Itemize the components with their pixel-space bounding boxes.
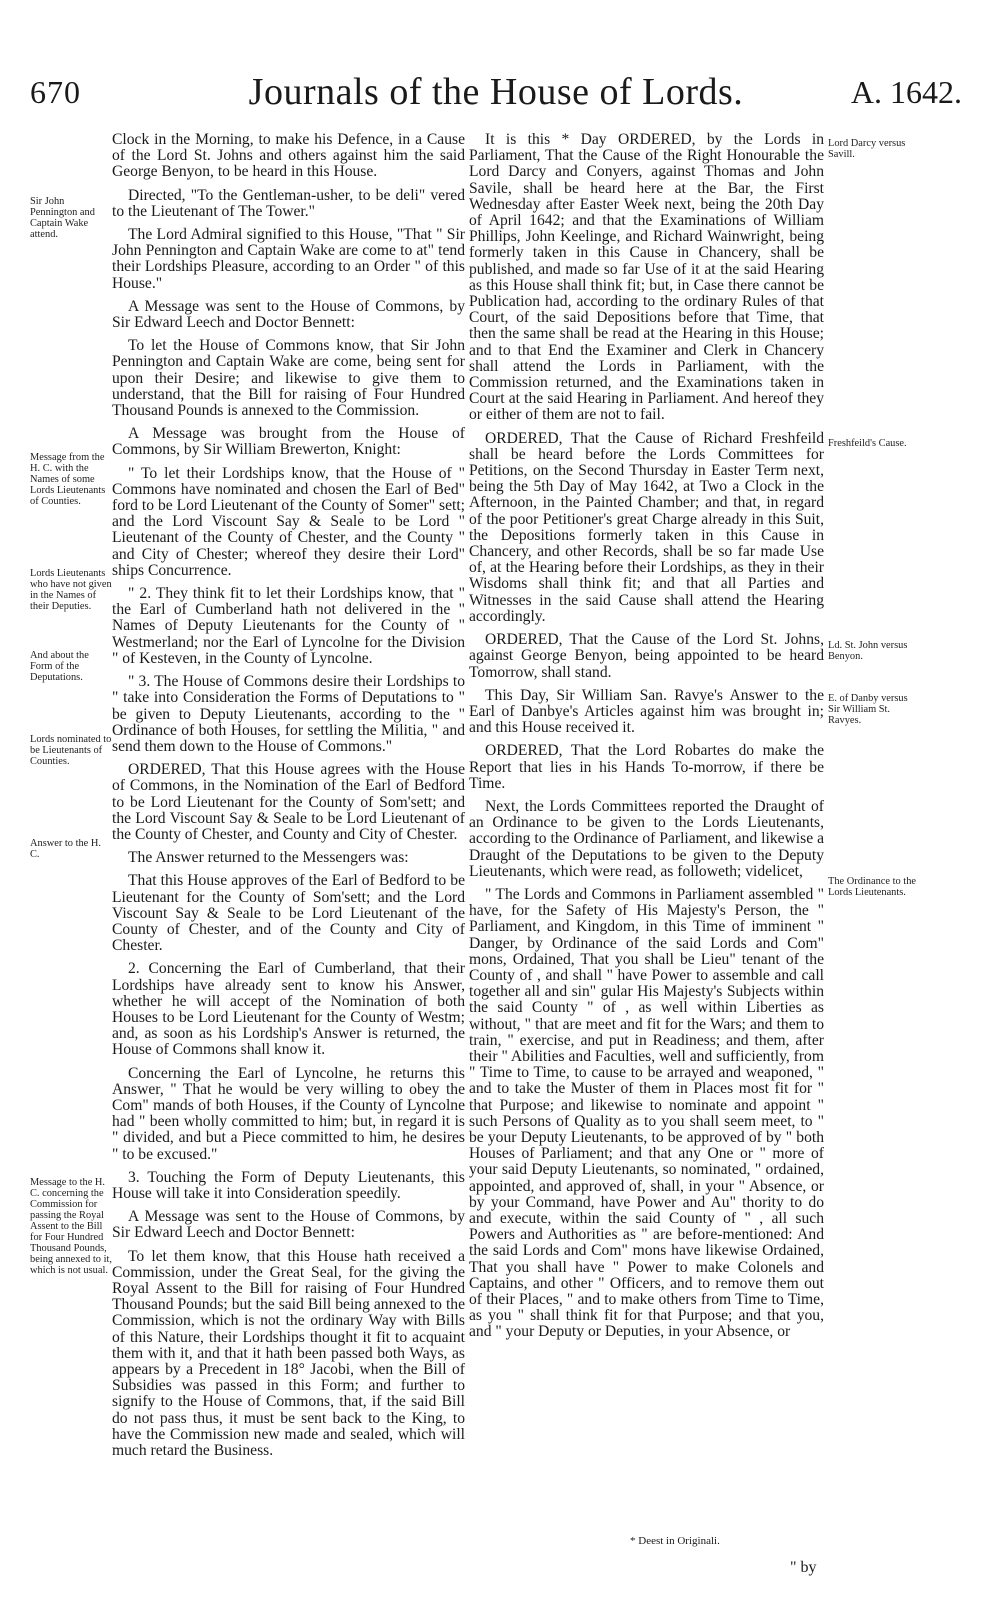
margin-note: The Ordinance to the Lords Lieutenants.	[828, 876, 916, 898]
paragraph: 3. Touching the Form of Deputy Lieutenants, this House will take it into Consideration speedily.	[112, 1168, 465, 1202]
margin-note: And about the Form of the Deputations.	[30, 650, 89, 683]
paragraph: ORDERED, That this House agrees with the House of Commons, in the Nomination of the Earl of Bedford to be Lord Lieutenant for the County of Som'sett; and the Lord Viscount Say & Seale to be Lord Lieutenant of the County of Chester, and County and City of Chester.	[112, 761, 465, 843]
margin-note: Message to the H. C. concerning the Commission for passing the Royal Assent to the Bill for Four Hundred Thousand Pounds, being annexed to it, which is not usual.	[30, 1177, 112, 1276]
paragraph: " 3. The House of Commons desire their Lordships to " take into Consideration the Forms of Deputations to " be given to Deputy Lieutenants, according to the " Ordinance of both Houses, for settling the Militia, " and send them down to the House of Commons."	[112, 673, 465, 755]
paragraph: The Lord Admiral signified to this House, "That " Sir John Pennington and Captain Wake are come to at" tend their Lordships Pleasure, according to an Order " of this House."	[112, 226, 465, 292]
margin-note: Answer to the H. C.	[30, 838, 101, 860]
margin-note: Sir John Pennington and Captain Wake attend.	[30, 196, 95, 240]
paragraph: Clock in the Morning, to make his Defence, in a Cause of the Lord St. Johns and others against him the said George Benyon, to be heard in this House.	[112, 131, 465, 181]
catchword: " by	[790, 1559, 817, 1576]
paragraph: Next, the Lords Committees reported the Draught of an Ordinance to be given to the Lords Lieutenants, according to the Ordinance of Parliament, and likewise a Draught of the Deputations to be given to the Deputy Lieutenants, which were read, as followeth; videlicet,	[469, 797, 824, 880]
margin-note: Ld. St. John versus Benyon.	[828, 640, 908, 662]
paragraph: It is this * Day ORDERED, by the Lords in Parliament, That the Cause of the Right Honourable the Lord Darcy and Conyers, against Thomas and John Savile, shall be heard here at the Bar, the First Wednesday after Easter Week next, being the 20th Day of April 1642; and that the Examinations of William Phillips, John Keelinge, and Richard Wainwright, being formerly taken in this Cause in Chancery, shall be published, and made so far Use of it at the said Hearing as this House shall think fit; but, in Case there cannot be Publication had, according to the ordinary Rules of that Court, of the said Depositions before that Time, that then the same shall be read at the Hearing in this House; and to that End the Examiner and Clerk in Chancery shall attend the Lords in Parliament, with the Commission returned, and the Examinations taken in Court at the said Hearing in Parliament. And hereof they or either of them are not to fail.	[469, 131, 824, 424]
margin-note: Lords Lieutenants who have not given in the Names of their Deputies.	[30, 568, 112, 612]
page-header	[30, 66, 962, 116]
paragraph: 2. Concerning the Earl of Cumberland, that their Lordships have already sent to know his Answer, whether he will accept of the Nomination of both Houses to be Lord Lieutenant for the County of Westm; and, as soon as his Lordship's Answer is returned, the House of Commons shall know it.	[112, 960, 465, 1059]
paragraph: ORDERED, That the Lord Robartes do make the Report that lies in his Hands To-morrow, if there be Time.	[469, 742, 824, 792]
margin-note: Message from the H. C. with the Names of some Lords Lieutenants of Counties.	[30, 452, 106, 507]
page-number: 670	[30, 74, 81, 110]
paragraph: The Answer returned to the Messengers was:	[128, 849, 409, 867]
paragraph: " To let their Lordships know, that the House of " Commons have nominated and chosen the Earl of Bed" ford to be Lord Lieutenant of the County of Somer" sett; and the Lord Viscount Say & Seale to be Lord " Lieutenant of the County of Chester, and the County " and City of Chester; whereof they desire their Lord" ships Concurrence.	[112, 464, 465, 579]
footnote: * Deest in Originali.	[630, 1535, 720, 1547]
left-column	[112, 132, 465, 1466]
margin-note: E. of Danby versus Sir William St. Ravyes.	[828, 693, 908, 726]
margin-note: Freshfeild's Cause.	[828, 438, 907, 449]
paragraph: This Day, Sir William San. Ravye's Answer to the Earl of Danbye's Articles against him was brought in; and this House received it.	[469, 686, 824, 737]
margin-note: Lord Darcy versus Savill.	[828, 138, 906, 160]
paragraph: A Message was sent to the House of Commons, by Sir Edward Leech and Doctor Bennett:	[112, 297, 465, 332]
right-column	[469, 132, 824, 1348]
paragraph: " The Lords and Commons in Parliament assembled " have, for the Safety of His Majesty's Person, the " Parliament, and Kingdom, in this Time of imminent " Danger, by Ordinance of the said Lords and Com" mons, Ordained, That you shall be Lieu" tenant of the County of , and shall " have Power to assemble and call together all and sin" gular His Majesty's Subjects within the said County " of , as well within Liberties as without, " that are meet and fit for the Wars; and them to train, " exercise, and put in Readiness; and them, after their " Abilities and Faculties, well and sufficiently, from " Time to Time, to cause to be arrayed and weaponed, " and to take the Muster of them in Places most fit for " that Purpose; and likewise to nominate and appoint " such Persons of Quality as to you shall seem meet, to " be your Deputy Lieutenants, to be approved of by " both Houses of Parliament; and that any One or " more of your said Deputy Lieutenants, so nominated, " ordained, appointed, and approved of, shall, in your " Absence, or by your Command, have Power and Au" thority to do and execute, within the said County of " , all such Powers and Authorities as " are before-mentioned: And the said Lords and Com" mons have likewise Ordained, That you shall have " Power to make Colonels and Captains, and other " Officers, and to remove them out of their Places, " and to make others from Time to Time, as you " shall think fit for that Purpose; and that you, and " your Deputy or Deputies, in your Absence, or	[469, 885, 824, 1341]
margin-note: Lords nominated to be Lieutenants of Counties.	[30, 734, 112, 767]
page-year: A. 1642.	[850, 74, 962, 110]
paragraph: A Message was brought from the House of Commons, by Sir William Brewerton, Knight:	[112, 425, 465, 459]
page-title: Journals of the House of Lords.	[248, 71, 744, 113]
paragraph: Concerning the Earl of Lyncolne, he returns this Answer, " That he would be very willing to obey the Com" mands of both Houses, if the County of Lyncolne had " been wholly committed to him; but, in regard it is " divided, and but a Piece committed to him, he desires " to be excused."	[112, 1064, 465, 1163]
paragraph: A Message was sent to the House of Commons, by Sir Edward Leech and Doctor Bennett:	[112, 1208, 465, 1242]
paragraph: That this House approves of the Earl of Bedford to be Lieutenant for the County of Som'sett; and the Lord Viscount Say & Seale to be Lord Lieutenant of the County of Chester, and of the County and City of Chester.	[112, 872, 465, 955]
paragraph: " 2. They think fit to let their Lordships know, that " the Earl of Cumberland hath not delivered in the " Names of Deputy Lieutenants for the County of " Westmerland; nor the Earl of Lyncolne for the Division " of Kesteven, in the County of Lyncolne.	[112, 585, 465, 667]
paragraph: ORDERED, That the Cause of the Lord St. Johns, against George Benyon, being appointed to be heard Tomorrow, shall stand.	[469, 631, 824, 681]
paragraph: To let the House of Commons know, that Sir John Pennington and Captain Wake are come, being sent for upon their Desire; and likewise to give them to understand, that the Bill for raising of Four Hundred Thousand Pounds is annexed to the Commission.	[112, 337, 465, 420]
paragraph: To let them know, that this House hath received a Commission, under the Great Seal, for the giving the Royal Assent to the Bill for raising of Four Hundred Thousand Pounds; but the said Bill being annexed to the Commission, which is not the ordinary Way with Bills of this Nature, their Lordships thought it fit to acquaint them with it, and that it hath been passed both Ways, as appears by a Precedent in 18° Jacobi, when the Bill of Subsidies was passed in this Form; and further to signify to the House of Commons, that, if the said Bill do not pass thus, it must be sent back to the King, to have the Commission new made and sealed, which will much retard the Business.	[112, 1247, 465, 1460]
paragraph: ORDERED, That the Cause of Richard Freshfeild shall be heard before the Lords Committees for Petitions, on the Second Thursday in Easter Term next, being the 5th Day of May 1642, at Two a Clock in the Afternoon, in the Painted Chamber; and that, in regard of the poor Petitioner's great Charge already in this Suit, the Depositions formerly taken in this Cause in Chancery, and other Records, shall be so far made Use of, at the Hearing before their Lordships, as they in their Wisdoms shall think fit; and that all Parties and Witnesses in the said Cause shall attend the Hearing accordingly.	[469, 429, 824, 625]
paragraph: Directed, "To the Gentleman-usher, to be deli" vered to the Lieutenant of The Tower."	[112, 186, 465, 220]
